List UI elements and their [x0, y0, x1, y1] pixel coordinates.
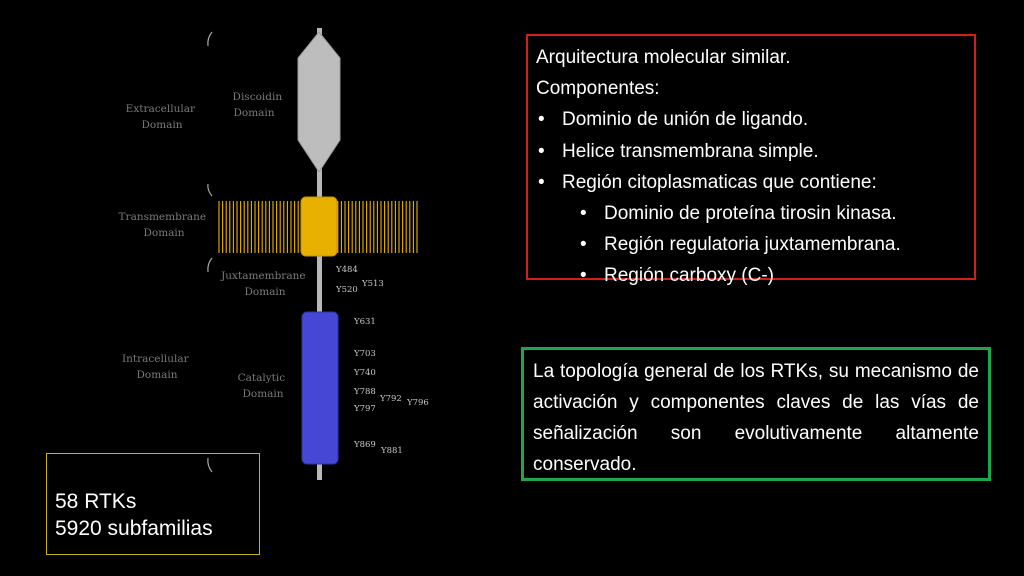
topology-box: [521, 347, 991, 481]
component-sublabel: Dominio de proteína tirosin kinasa.: [604, 203, 897, 225]
bullet-marker: •: [538, 171, 545, 193]
tyrosine-y881: Y881: [381, 446, 403, 456]
tyrosine-y792: Y792: [380, 394, 402, 404]
component-subitem: [536, 260, 974, 291]
label-transmembrane: Transmembrane Domain: [118, 211, 207, 239]
component-item: [536, 104, 974, 135]
discoidin-domain-shape: [298, 32, 340, 172]
tyrosine-y796: Y796: [407, 398, 429, 408]
tyrosine-y631: Y631: [354, 317, 376, 327]
components-box: [526, 34, 976, 287]
tyrosine-y797: Y797: [354, 404, 376, 414]
bullet-marker: •: [538, 140, 545, 162]
component-sublabel: Región carboxy (C-): [604, 265, 774, 287]
tyrosine-y484: Y484: [336, 265, 358, 275]
label-extracellular: Extracellular Domain: [125, 103, 195, 131]
bracket-transmembrane: [208, 184, 212, 196]
tyrosine-y788: Y788: [354, 387, 376, 397]
bullet-marker: •: [580, 203, 587, 225]
components-title: Arquitectura molecular similar.: [536, 47, 791, 68]
tyrosine-y520: Y520: [336, 285, 358, 295]
tyrosine-y513: Y513: [362, 279, 384, 289]
bracket-juxtamembrane: [208, 258, 212, 272]
topology-text: La topología general de los RTKs, su mecanismo de activación y componentes claves de las vías de señalización son evolutivamente altamente conservado.: [533, 361, 979, 475]
tyrosine-y869: Y869: [354, 440, 376, 450]
components-subtitle: Componentes:: [536, 78, 660, 100]
label-juxtamembrane: Juxtamembrane Domain: [221, 270, 306, 298]
component-sublabel: Región regulatoria juxtamembrana.: [604, 234, 901, 256]
component-subitem: [536, 198, 974, 229]
bullet-marker: •: [580, 234, 587, 256]
transmembrane-domain-shape: [301, 197, 337, 256]
tyrosine-y703: Y703: [354, 349, 376, 359]
label-catalytic: Catalytic Domain: [237, 372, 286, 400]
component-label: Región citoplasmaticas que contiene:: [562, 171, 877, 193]
component-item: [536, 136, 974, 167]
bullet-marker: •: [538, 109, 545, 131]
rtk-count: 58 RTKs: [55, 490, 137, 513]
bullet-marker: •: [580, 265, 587, 287]
label-intracellular: Intracellular Domain: [122, 353, 189, 381]
bracket-extracellular: [208, 32, 212, 46]
component-subitem: [536, 229, 974, 260]
tyrosine-y740: Y740: [354, 368, 376, 378]
component-label: Dominio de unión de ligando.: [562, 109, 809, 131]
label-discoidin: Discoidin Domain: [232, 91, 283, 119]
component-label: Helice transmembrana simple.: [562, 140, 819, 162]
subfamily-count: 5920 subfamilias: [55, 517, 213, 540]
catalytic-domain-shape: [302, 312, 338, 464]
component-item: [536, 167, 974, 198]
rtk-count-box: [46, 453, 260, 555]
